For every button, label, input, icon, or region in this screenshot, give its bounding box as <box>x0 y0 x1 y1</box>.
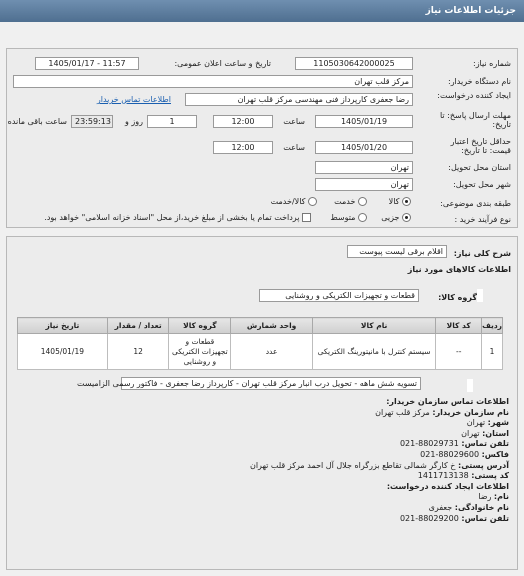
contact-title: اطلاعات تماس سازمان خریدار: <box>386 397 509 406</box>
category-service-label: خدمت <box>334 197 356 206</box>
cell-code: -- <box>436 334 482 370</box>
creator-family-label: نام خانوادگی: <box>454 502 509 512</box>
purchase-medium-label: متوسط <box>330 213 356 222</box>
contact-phone: 88029731-021 <box>399 439 459 449</box>
remaining-time-field: 23:59:13 <box>71 115 113 128</box>
days-label: روز و <box>125 117 143 126</box>
category-both-label: کالا/خدمت <box>270 197 306 206</box>
city-label: شهر محل تحویل: <box>453 180 511 189</box>
summary-field: اقلام برقی لیست پیوست <box>347 245 447 258</box>
reply-time-field: 12:00 <box>213 115 273 128</box>
contact-postal: 1411713138 <box>417 471 469 481</box>
col-qty: تعداد / مقدار <box>107 318 169 334</box>
need-info-panel <box>6 48 518 228</box>
creator-info-title: اطلاعات ایجاد کننده درخواست: <box>386 481 509 491</box>
contact-fax: 88029600-021 <box>420 449 480 459</box>
goods-table <box>17 317 503 370</box>
province-field: تهران <box>315 161 413 174</box>
col-date: تاریخ نیاز <box>18 318 108 334</box>
category-goods-label: کالا <box>388 197 400 206</box>
cell-date: 1405/01/19 <box>18 334 108 370</box>
purchase-minor-label: جزیی <box>381 213 400 222</box>
contact-section <box>250 397 509 524</box>
group-label: گروه کالا: <box>438 293 477 302</box>
reply-deadline-label: مهلت ارسال پاسخ: تا تاریخ: <box>439 111 511 129</box>
need-number-field: 1105030642000025 <box>295 57 413 70</box>
purchase-minor-radio[interactable] <box>402 213 411 222</box>
remaining-label: ساعت باقی مانده <box>7 117 67 126</box>
purchase-minor-option[interactable] <box>381 213 411 222</box>
col-name: نام کالا <box>312 318 435 334</box>
buyer-notes-field: تسویه شش ماهه - تحویل درب انبار مرکز قلب تهران - کارپرداز رضا جعفری - فاکتور رسمی الزامیست <box>121 377 421 390</box>
details-panel <box>6 236 518 570</box>
page-title: جزئیات اطلاعات نیاز <box>425 6 516 16</box>
buyer-org-field: مرکز قلب تهران <box>13 75 413 88</box>
summary-label: شرح کلی نیاز: <box>453 249 511 258</box>
price-date-field: 1405/01/20 <box>315 141 413 154</box>
province-label: استان محل تحویل: <box>448 163 511 172</box>
buyer-org-label: نام دستگاه خریدار: <box>448 77 511 86</box>
contact-postal-label: کد پستی: <box>471 471 509 481</box>
contact-address-label: آدرس پستی: <box>458 460 509 470</box>
creator-phone-label: تلفن تماس: <box>461 513 509 523</box>
spacer <box>477 289 483 302</box>
buyer-contact-link[interactable]: اطلاعات تماس خریدار <box>96 95 171 104</box>
col-group: گروه کالا <box>169 318 231 334</box>
purchase-medium-option[interactable] <box>330 213 367 222</box>
goods-info-label: اطلاعات کالاهای مورد نیاز <box>407 265 511 274</box>
contact-fax-label: فاکس: <box>481 449 509 459</box>
contact-address: خ کارگر شمالی تقاطع بزرگراه جلال آل احمد مرکز قلب تهران <box>249 460 456 470</box>
reply-date-field: 1405/01/19 <box>315 115 413 128</box>
need-number-label: شماره نیاز: <box>473 59 511 68</box>
table-row[interactable] <box>18 334 503 370</box>
city-field: تهران <box>315 178 413 191</box>
payment-note: پرداخت تمام یا بخشی از مبلغ خرید،از محل "اسناد خزانه اسلامی" خواهد بود. <box>44 213 300 222</box>
cell-name: سیستم کنترل با مانیتورینگ الکتریکی <box>312 334 435 370</box>
price-validity-label: حداقل تاریخ اعتبار قیمت: تا تاریخ: <box>450 137 511 155</box>
purchase-medium-radio[interactable] <box>358 213 367 222</box>
group-field: قطعات و تجهیزات الکتریکی و روشنایی <box>259 289 419 302</box>
cell-qty: 12 <box>107 334 169 370</box>
creator-family: جعفری <box>428 502 453 512</box>
contact-org-label: نام سازمان خریدار: <box>432 407 509 417</box>
spacer-2 <box>467 379 473 392</box>
contact-phone-label: تلفن تماس: <box>461 439 509 449</box>
contact-city: تهران <box>466 418 486 428</box>
cell-unit: عدد <box>231 334 313 370</box>
goods-table-header <box>18 318 503 334</box>
page-header <box>0 0 524 22</box>
category-goods-option[interactable] <box>389 197 411 206</box>
announce-label: تاریخ و ساعت اعلان عمومی: <box>174 59 271 68</box>
category-service-radio[interactable] <box>358 197 367 206</box>
days-field: 1 <box>147 115 197 128</box>
payment-note-option[interactable] <box>44 213 311 222</box>
creator-phone: 88029200-021 <box>399 513 459 523</box>
reply-time-label: ساعت <box>283 117 305 126</box>
purchase-label: نوع فرآیند خرید : <box>454 215 511 224</box>
price-time-field: 12:00 <box>213 141 273 154</box>
category-service-option[interactable] <box>334 197 367 206</box>
payment-checkbox[interactable] <box>302 213 311 222</box>
category-label: طبقه بندی موضوعی: <box>440 199 511 208</box>
cell-group: قطعات و تجهیزات الکتریکی و روشنایی <box>169 334 231 370</box>
announce-field: 1405/01/17 - 11:57 <box>35 57 139 70</box>
creator-name-label: نام: <box>493 492 509 502</box>
creator-name: رضا <box>478 492 492 502</box>
col-unit: واحد شمارش <box>231 318 313 334</box>
category-both-option[interactable] <box>271 197 317 206</box>
contact-province: تهران <box>461 428 480 438</box>
creator-field: رضا جعفری کارپرداز فنی مهندسی مرکز قلب تهران <box>185 93 413 106</box>
contact-org: مرکز قلب تهران <box>375 407 430 417</box>
category-goods-radio[interactable] <box>402 197 411 206</box>
contact-province-label: استان: <box>482 428 509 438</box>
category-both-radio[interactable] <box>308 197 317 206</box>
contact-city-label: شهر: <box>487 418 509 428</box>
creator-label: ایجاد کننده درخواست: <box>437 91 511 100</box>
price-time-label: ساعت <box>283 143 305 152</box>
col-row: ردیف <box>482 318 503 334</box>
col-code: کد کالا <box>436 318 482 334</box>
cell-row: 1 <box>482 334 503 370</box>
